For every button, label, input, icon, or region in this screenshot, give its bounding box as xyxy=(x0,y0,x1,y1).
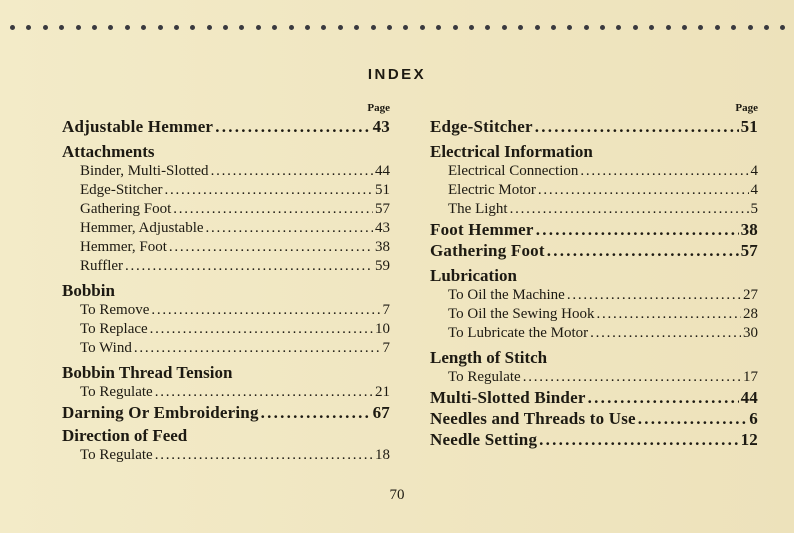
entry-page: 43 xyxy=(375,220,390,236)
entry-page: 27 xyxy=(743,287,758,303)
index-subentry[interactable] xyxy=(62,320,390,339)
page-number: 70 xyxy=(389,487,405,503)
index-subentry[interactable] xyxy=(62,339,390,358)
entry-label: Multi-Slotted Binder xyxy=(430,388,586,407)
dot-leader xyxy=(125,257,373,276)
index-entry[interactable] xyxy=(62,116,390,137)
index-entry[interactable] xyxy=(430,429,758,450)
entry-label: Gathering Foot xyxy=(80,201,172,217)
entry-label: Needle Setting xyxy=(430,430,538,449)
dot-leader xyxy=(164,181,373,200)
entry-page: 5 xyxy=(750,201,758,217)
entry-page: 7 xyxy=(382,302,390,318)
entry-label: Foot Hemmer xyxy=(430,220,534,239)
index-subentry[interactable] xyxy=(62,301,390,320)
dot-leader xyxy=(580,162,748,181)
entry-label: To Replace xyxy=(80,321,148,337)
entry-page: 7 xyxy=(382,340,390,356)
dot-leader xyxy=(638,408,748,429)
dot-leader xyxy=(211,162,373,181)
entry-label: To Regulate xyxy=(80,384,153,400)
dot-leader xyxy=(547,240,739,261)
dot-leader xyxy=(173,200,373,219)
index-entry[interactable] xyxy=(430,387,758,408)
entry-page: 6 xyxy=(749,409,758,428)
entry-label: To Remove xyxy=(80,302,150,318)
entry-page: 57 xyxy=(375,201,390,217)
dot-leader xyxy=(510,200,749,219)
entry-label: To Regulate xyxy=(80,447,153,463)
index-subentry[interactable] xyxy=(62,238,390,257)
dot-leader xyxy=(538,181,749,200)
dot-leader xyxy=(261,402,371,423)
index-subentry[interactable] xyxy=(430,200,758,219)
index-subentry[interactable] xyxy=(430,324,758,343)
entry-label: To Oil the Machine xyxy=(448,287,565,303)
entry-page: 44 xyxy=(375,163,390,179)
entry-label: Hemmer, Foot xyxy=(80,239,167,255)
index-column-right xyxy=(430,100,758,450)
index-entry[interactable] xyxy=(430,240,758,261)
entry-page: 30 xyxy=(743,325,758,341)
entry-page: 38 xyxy=(740,220,758,239)
index-entry[interactable] xyxy=(430,116,758,137)
index-subentry[interactable] xyxy=(62,162,390,181)
page-title: INDEX xyxy=(367,66,427,83)
entry-label: Hemmer, Adjustable xyxy=(80,220,204,236)
index-subentry[interactable] xyxy=(430,305,758,324)
entry-page: 57 xyxy=(740,241,758,260)
index-heading: Length of Stitch xyxy=(430,348,548,367)
dot-leader xyxy=(523,368,741,387)
entry-label: Darning Or Embroidering xyxy=(62,403,259,422)
index-column-left xyxy=(62,100,390,465)
index-subentry[interactable] xyxy=(62,446,390,465)
entry-label: Ruffler xyxy=(80,258,124,274)
page-column-header: Page xyxy=(367,102,390,114)
entry-page: 38 xyxy=(375,239,390,255)
index-subentry[interactable] xyxy=(62,200,390,219)
entry-label: To Regulate xyxy=(448,369,521,385)
index-heading: Bobbin Thread Tension xyxy=(62,363,233,382)
dot-leader xyxy=(215,116,370,137)
entry-page: 21 xyxy=(375,384,390,400)
dot-leader xyxy=(155,446,373,465)
dot-leader xyxy=(151,301,380,320)
index-subentry[interactable] xyxy=(62,257,390,276)
index-subentry[interactable] xyxy=(62,383,390,402)
entry-label: Edge-Stitcher xyxy=(80,182,163,198)
entry-label: Binder, Multi-Slotted xyxy=(80,163,209,179)
entry-page: 51 xyxy=(740,117,758,136)
entry-page: 51 xyxy=(375,182,390,198)
entry-label: Edge-Stitcher xyxy=(430,117,533,136)
index-subentry[interactable] xyxy=(430,286,758,305)
dot-leader xyxy=(588,387,739,408)
entry-page: 59 xyxy=(375,258,390,274)
index-subentry[interactable] xyxy=(62,181,390,200)
index-heading: Direction of Feed xyxy=(62,426,188,445)
entry-label: Electric Motor xyxy=(448,182,536,198)
entry-page: 17 xyxy=(743,369,758,385)
entry-label: Electrical Connection xyxy=(448,163,579,179)
dot-leader xyxy=(134,339,381,358)
entry-page: 4 xyxy=(750,182,758,198)
entry-page: 67 xyxy=(372,403,390,422)
entry-label: Gathering Foot xyxy=(430,241,545,260)
dot-leader xyxy=(539,429,738,450)
index-subentry[interactable] xyxy=(430,162,758,181)
entry-page: 4 xyxy=(750,163,758,179)
index-entry[interactable] xyxy=(430,408,758,429)
dot-leader xyxy=(206,219,373,238)
dot-leader xyxy=(535,116,739,137)
dot-leader xyxy=(169,238,373,257)
index-heading: Attachments xyxy=(62,142,155,161)
entry-page: 10 xyxy=(375,321,390,337)
entry-label: Needles and Threads to Use xyxy=(430,409,636,428)
dotted-border xyxy=(10,22,786,32)
page-column-header: Page xyxy=(735,102,758,114)
entry-label: The Light xyxy=(448,201,508,217)
index-entry[interactable] xyxy=(430,219,758,240)
entry-label: To Wind xyxy=(80,340,132,356)
index-subentry[interactable] xyxy=(430,181,758,200)
index-subentry[interactable] xyxy=(430,368,758,387)
entry-label: Adjustable Hemmer xyxy=(62,117,214,136)
entry-label: To Oil the Sewing Hook xyxy=(448,306,595,322)
dot-leader xyxy=(567,286,741,305)
dot-leader xyxy=(590,324,741,343)
index-heading: Electrical Information xyxy=(430,142,593,161)
entry-page: 44 xyxy=(740,388,758,407)
dot-leader xyxy=(596,305,741,324)
index-heading: Lubrication xyxy=(430,266,517,285)
index-entry[interactable] xyxy=(62,402,390,423)
entry-page: 28 xyxy=(743,306,758,322)
dot-leader xyxy=(536,219,739,240)
entry-page: 43 xyxy=(372,117,390,136)
entry-page: 12 xyxy=(740,430,758,449)
entry-label: To Lubricate the Motor xyxy=(448,325,589,341)
index-heading: Bobbin xyxy=(62,281,115,300)
dot-leader xyxy=(150,320,373,339)
entry-page: 18 xyxy=(375,447,390,463)
index-subentry[interactable] xyxy=(62,219,390,238)
dot-leader xyxy=(155,383,373,402)
